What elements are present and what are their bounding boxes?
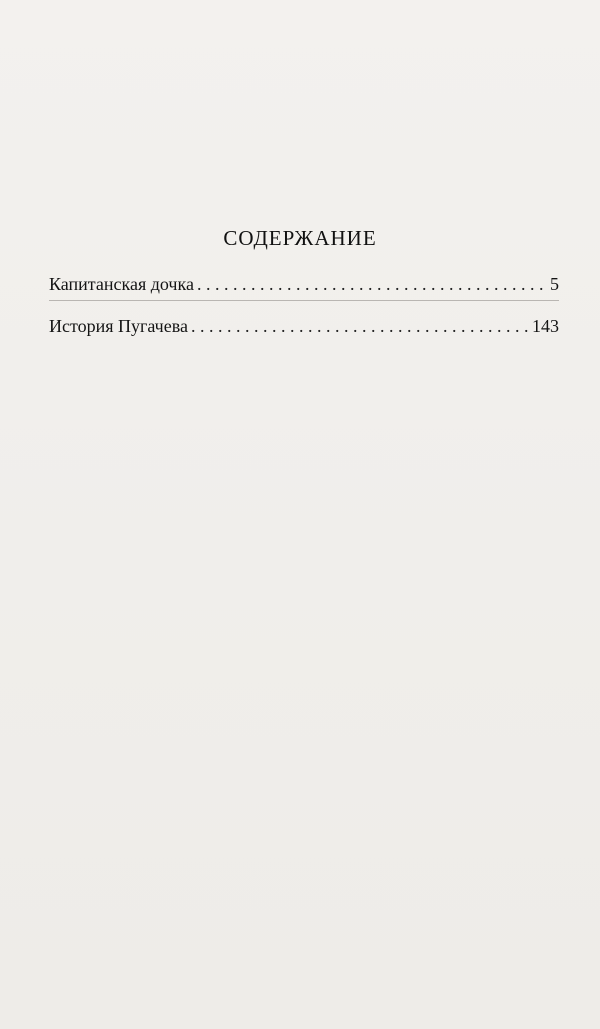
toc-entry-page-number: 143 (532, 316, 559, 336)
toc-dot-leader (197, 272, 547, 296)
toc-dot-leader (191, 314, 529, 338)
toc-entry (49, 314, 559, 338)
toc-entry-page-number: 5 (550, 274, 559, 294)
contents-heading: СОДЕРЖАНИЕ (223, 226, 377, 250)
toc-entry (49, 272, 559, 296)
entry-divider (49, 300, 559, 301)
toc-entry-title: Капитанская дочка (49, 274, 194, 294)
toc-entry-title: История Пугачева (49, 316, 188, 336)
table-of-contents (49, 272, 559, 356)
